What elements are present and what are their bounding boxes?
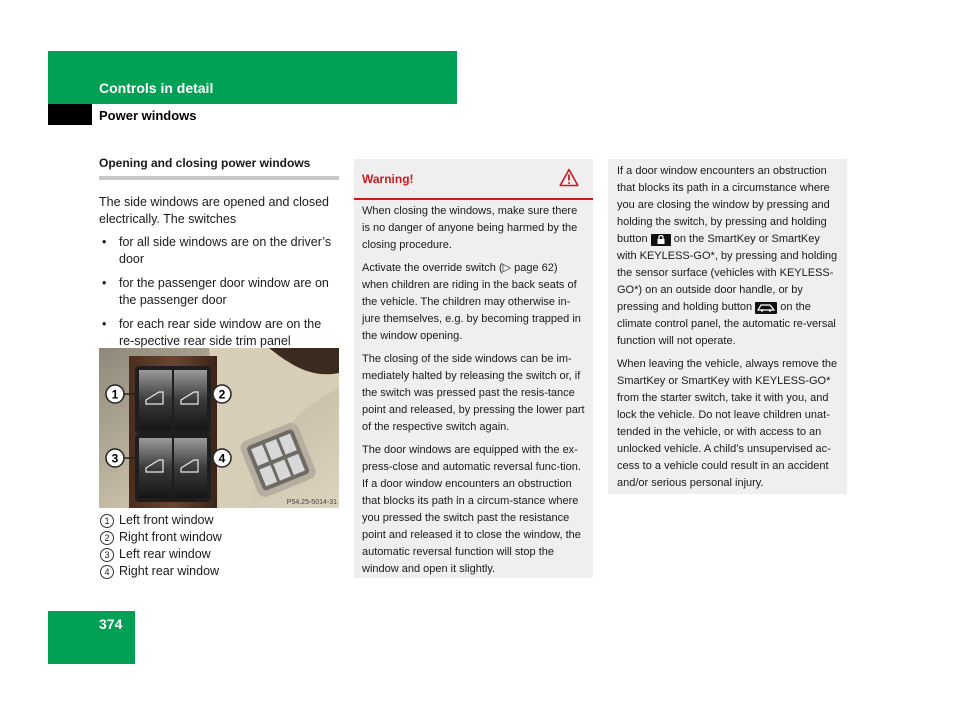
- callout-3: [106, 449, 124, 467]
- callout-2: [213, 385, 231, 403]
- callout-1: [106, 385, 124, 403]
- callout-4: [213, 449, 231, 467]
- list-item: • for each rear side window are on the re-spective rear side trim panel: [99, 316, 339, 350]
- switch-panel-illustration: [99, 348, 339, 508]
- header-band: [48, 51, 457, 104]
- legend-item: [99, 529, 222, 546]
- list-item: • for all side windows are on the driver’s door: [99, 234, 339, 268]
- warning-title: Warning!: [362, 172, 414, 186]
- section-title: Controls in detail: [99, 80, 214, 96]
- left-column: [99, 155, 339, 357]
- page-subtitle: Power windows: [99, 108, 197, 123]
- warning-triangle-icon: [559, 168, 579, 187]
- section-heading: Opening and closing power windows: [99, 155, 339, 180]
- warning-body: [354, 200, 593, 578]
- legend-label: Right rear window: [119, 564, 220, 578]
- warning-paragraph: Activate the override switch (▷ page 62) when children are riding in the back seats of the vehicle. The children may otherwise in-jure themselves, e.g. by becoming trapped in the window opening.: [362, 262, 581, 342]
- list-item: • for the passenger door window are on the passenger door: [99, 275, 339, 309]
- legend-number: 2: [100, 531, 114, 545]
- warning-paragraph: The door windows are equipped with the ex-press-close and automatic reversal func-tion. If a door window encounters an obstruction that blocks its path in a circum-stance where you pressed the switch past the resistance point and released it to close the window, the automatic reversal function will stop the window and open it slightly.: [362, 444, 581, 575]
- svg-text:4: 4: [218, 451, 226, 466]
- warning-paragraph: When closing the windows, make sure there is no danger of anyone being harmed by the closing procedure.: [362, 205, 578, 251]
- info-paragraph: When leaving the vehicle, always remove the SmartKey or SmartKey with KEYLESS-GO* from the starter switch, take it with you, and lock the vehicle. Do not leave children unat-tended in the vehicle, or with access to an unlocked vehicle. A child’s unsupervised ac-cess to a vehicle could result in an accident and/or serious personal injury.: [617, 358, 838, 489]
- warning-box: [354, 159, 593, 578]
- switch-location-list: [99, 234, 339, 350]
- info-box: [608, 159, 847, 494]
- legend-number: 4: [100, 565, 114, 579]
- warning-paragraph: The closing of the side windows can be im-mediately halted by releasing the switch or, if the switch was pressed past the resis-tance point and released, by pressing the lower part of the respective switch again.: [362, 353, 585, 433]
- car-window-button-icon: [755, 302, 777, 314]
- legend-label: Left front window: [119, 513, 214, 527]
- lock-button-icon: [651, 234, 671, 246]
- legend-label: Left rear window: [119, 547, 211, 561]
- legend-label: Right front window: [119, 530, 222, 544]
- info-paragraph: [617, 163, 839, 350]
- legend-number: 1: [100, 514, 114, 528]
- svg-text:3: 3: [111, 451, 119, 466]
- legend-number: 3: [100, 548, 114, 562]
- svg-text:1: 1: [111, 387, 119, 402]
- window-switch-photo: [99, 348, 339, 508]
- warning-header: [354, 159, 593, 200]
- page-number: 374: [99, 616, 123, 632]
- info-text-part: on the SmartKey or SmartKey with KEYLESS-GO*, by pressing and holding the sensor surface (vehicles with KEYLESS-GO*) on an outside door handle, or by pressing and holding button: [617, 233, 838, 313]
- info-text-part: If a door window encounters an obstruction that blocks its path in a circumstance where you are closing the window by pressing and holding the switch, by pressing and holding button: [617, 165, 830, 245]
- header-black-tab: [48, 104, 92, 125]
- legend-item: [99, 512, 222, 529]
- svg-text:2: 2: [218, 387, 226, 402]
- legend-item: [99, 546, 222, 563]
- figure-code: P54.25-5014-31: [286, 499, 337, 506]
- info-body: [608, 159, 847, 492]
- legend-item: [99, 563, 222, 580]
- intro-text: The side windows are opened and closed electrically. The switches: [99, 195, 330, 226]
- figure-legend: [99, 512, 222, 580]
- info-text-part: on the climate control panel, the automatic re-versal function will not operate.: [617, 301, 836, 347]
